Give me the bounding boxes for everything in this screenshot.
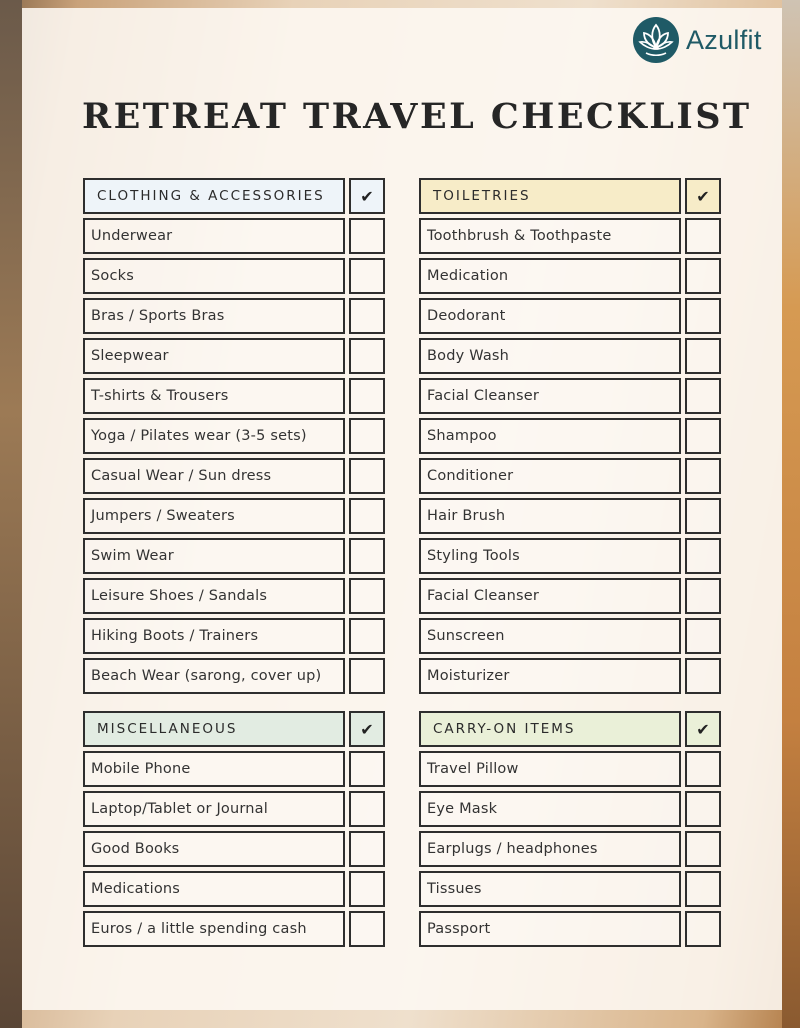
checklist-row (419, 538, 721, 574)
checkbox[interactable] (349, 458, 385, 494)
checkbox[interactable] (685, 791, 721, 827)
checkbox[interactable] (685, 871, 721, 907)
section-heading: TOILETRIES (419, 178, 681, 214)
checkbox[interactable] (685, 751, 721, 787)
checkbox[interactable] (685, 578, 721, 614)
checklist-row (83, 751, 385, 787)
checkbox[interactable] (685, 658, 721, 694)
checklist-row (83, 338, 385, 374)
section-toiletries (419, 178, 721, 698)
section-carryon (419, 711, 721, 951)
checklist-item-label: Hair Brush (419, 498, 681, 534)
section-heading: CARRY-ON ITEMS (419, 711, 681, 747)
checkbox[interactable] (685, 911, 721, 947)
checkbox[interactable] (349, 418, 385, 454)
checkbox[interactable] (685, 538, 721, 574)
checklist-item-label: Leisure Shoes / Sandals (83, 578, 345, 614)
background-right-strip (782, 0, 800, 1028)
checklist-item-label: Tissues (419, 871, 681, 907)
brand-name: Azulfit (686, 24, 762, 55)
checklist-item-label: Body Wash (419, 338, 681, 374)
checklist-row (83, 831, 385, 867)
checklist-row (419, 338, 721, 374)
brand-logo (632, 12, 792, 68)
section-header (419, 178, 721, 214)
checkbox[interactable] (349, 831, 385, 867)
checklist-row (419, 378, 721, 414)
checklist-item-label: Underwear (83, 218, 345, 254)
checkbox[interactable] (685, 258, 721, 294)
section-misc (83, 711, 385, 951)
checklist-item-label: Conditioner (419, 458, 681, 494)
checklist-row (419, 298, 721, 334)
checklist-row (83, 658, 385, 694)
checklist-row (419, 418, 721, 454)
checklist-row (419, 871, 721, 907)
lotus-icon (632, 16, 680, 64)
checklist-row (83, 578, 385, 614)
checklist-row (419, 791, 721, 827)
checklist-item-label: Euros / a little spending cash (83, 911, 345, 947)
checklist-item-label: Facial Cleanser (419, 578, 681, 614)
checklist-row (83, 378, 385, 414)
checklist-item-label: Mobile Phone (83, 751, 345, 787)
checklist-item-label: T-shirts & Trousers (83, 378, 345, 414)
checkbox[interactable] (685, 831, 721, 867)
checklist-item-label: Earplugs / headphones (419, 831, 681, 867)
checklist-row (419, 498, 721, 534)
check-mark-icon: ✔ (349, 711, 385, 747)
checklist-row (83, 618, 385, 654)
checklist-item-label: Styling Tools (419, 538, 681, 574)
checklist-item-label: Sleepwear (83, 338, 345, 374)
checklist-item-label: Hiking Boots / Trainers (83, 618, 345, 654)
checklist-row (83, 791, 385, 827)
checklist-item-label: Sunscreen (419, 618, 681, 654)
checkbox[interactable] (685, 498, 721, 534)
checkbox[interactable] (685, 218, 721, 254)
section-clothing (83, 178, 385, 698)
checklist-row (83, 538, 385, 574)
checklist-item-label: Passport (419, 911, 681, 947)
section-heading: CLOTHING & ACCESSORIES (83, 178, 345, 214)
checklist-item-label: Travel Pillow (419, 751, 681, 787)
checklist-item-label: Moisturizer (419, 658, 681, 694)
checkbox[interactable] (349, 538, 385, 574)
checklist-sheet (22, 8, 782, 1010)
checklist-row (83, 298, 385, 334)
checklist-item-label: Casual Wear / Sun dress (83, 458, 345, 494)
checklist-item-label: Beach Wear (sarong, cover up) (83, 658, 345, 694)
checklist-row (419, 218, 721, 254)
checklist-item-label: Deodorant (419, 298, 681, 334)
checklist-item-label: Shampoo (419, 418, 681, 454)
checkbox[interactable] (685, 298, 721, 334)
page-title: RETREAT TRAVEL CHECKLIST (82, 96, 752, 137)
checkbox[interactable] (685, 418, 721, 454)
section-header (83, 711, 385, 747)
checklist-row (83, 418, 385, 454)
checkbox[interactable] (349, 258, 385, 294)
checkbox[interactable] (349, 658, 385, 694)
checkbox[interactable] (349, 791, 385, 827)
checklist-item-label: Medication (419, 258, 681, 294)
checklist-row (83, 218, 385, 254)
checklist-row (83, 871, 385, 907)
checkbox[interactable] (349, 298, 385, 334)
background-left-strip (0, 0, 22, 1028)
checklist-item-label: Toothbrush & Toothpaste (419, 218, 681, 254)
checklist-item-label: Socks (83, 258, 345, 294)
checkbox[interactable] (349, 578, 385, 614)
checklist-row (419, 911, 721, 947)
checkbox[interactable] (349, 378, 385, 414)
check-mark-icon: ✔ (349, 178, 385, 214)
checklist-row (419, 658, 721, 694)
checklist-item-label: Yoga / Pilates wear (3-5 sets) (83, 418, 345, 454)
checkbox[interactable] (349, 751, 385, 787)
checkbox[interactable] (349, 618, 385, 654)
checkbox[interactable] (685, 378, 721, 414)
checkbox[interactable] (685, 618, 721, 654)
checklist-item-label: Eye Mask (419, 791, 681, 827)
checklist-item-label: Jumpers / Sweaters (83, 498, 345, 534)
section-heading: MISCELLANEOUS (83, 711, 345, 747)
checklist-item-label: Laptop/Tablet or Journal (83, 791, 345, 827)
checklist-row (419, 831, 721, 867)
check-mark-icon: ✔ (685, 178, 721, 214)
check-mark-icon: ✔ (685, 711, 721, 747)
checkbox[interactable] (349, 871, 385, 907)
section-header (419, 711, 721, 747)
checklist-row (83, 458, 385, 494)
checklist-row (419, 751, 721, 787)
checklist-item-label: Bras / Sports Bras (83, 298, 345, 334)
checklist-item-label: Medications (83, 871, 345, 907)
checkbox[interactable] (349, 218, 385, 254)
checklist-row (419, 258, 721, 294)
checklist-item-label: Good Books (83, 831, 345, 867)
checkbox[interactable] (685, 458, 721, 494)
checklist-item-label: Swim Wear (83, 538, 345, 574)
checklist-row (83, 258, 385, 294)
checklist-row (83, 911, 385, 947)
checkbox[interactable] (349, 338, 385, 374)
checklist-item-label: Facial Cleanser (419, 378, 681, 414)
checklist-row (83, 498, 385, 534)
checkbox[interactable] (349, 498, 385, 534)
checklist-row (419, 458, 721, 494)
section-header (83, 178, 385, 214)
checklist-row (419, 618, 721, 654)
checkbox[interactable] (685, 338, 721, 374)
checklist-row (419, 578, 721, 614)
checkbox[interactable] (349, 911, 385, 947)
